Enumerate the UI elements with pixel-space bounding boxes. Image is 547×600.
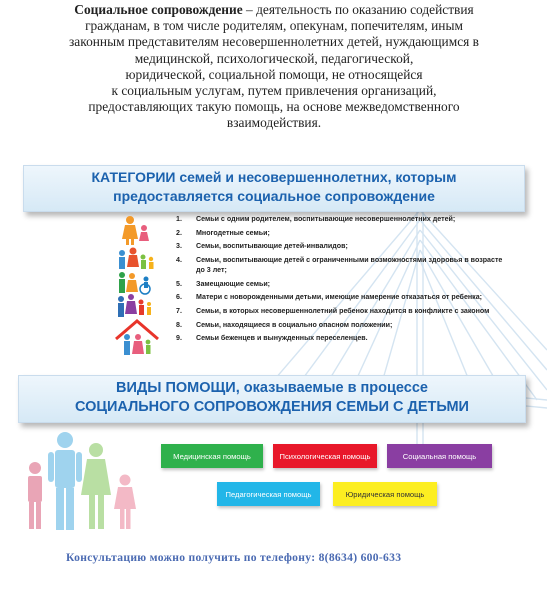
intro-line-3: законным представителям несовершеннолетних детей, нуждающимся в bbox=[69, 34, 479, 50]
pedagogical-help-button[interactable]: Педагогическая помощь bbox=[217, 482, 320, 506]
psychological-help-button[interactable]: Психологическая помощь bbox=[273, 444, 377, 468]
help-banner-line-1: ВИДЫ ПОМОЩИ, оказываемые в процессе bbox=[116, 380, 428, 396]
help-types-banner bbox=[18, 375, 526, 423]
intro-line-5: юридической, социальной помощи, не относящейся bbox=[125, 66, 423, 82]
categories-banner-line-2: предоставляется социальное сопровождение bbox=[113, 188, 435, 204]
list-item bbox=[168, 241, 513, 251]
categories-list bbox=[168, 214, 513, 347]
list-item-number: 1. bbox=[176, 215, 182, 223]
family-illustration bbox=[10, 428, 150, 533]
single-parent-family-icon bbox=[122, 216, 149, 245]
list-item-text: Семьи с одним родителем, воспитывающие несовершеннолетних детей; bbox=[196, 215, 456, 223]
father-figure-icon bbox=[48, 432, 82, 530]
intro-line-1: – деятельность по оказанию содействия bbox=[242, 2, 474, 17]
list-item-number: 7. bbox=[176, 306, 182, 315]
intro-line-2: гражданам, в том числе родителям, опекунам, попечителям, иным bbox=[85, 18, 463, 34]
help-banner-line-2: СОЦИАЛЬНОГО СОПРОВОЖДЕНИЯ СЕМЬИ С ДЕТЬМИ bbox=[75, 399, 469, 415]
categories-banner-line-1: КАТЕГОРИИ семей и несовершеннолетних, которым bbox=[91, 169, 457, 185]
list-item bbox=[168, 306, 513, 316]
list-item bbox=[168, 228, 513, 238]
list-item-number: 9. bbox=[176, 334, 182, 343]
legal-help-button[interactable]: Юридическая помощь bbox=[333, 482, 437, 506]
list-item-text: Семьи, воспитывающие детей-инвалидов; bbox=[196, 242, 348, 251]
disabled-child-family-icon bbox=[119, 272, 150, 294]
list-item-text: Семьи, в которых несовершеннолетний ребенок находится в конфликте с законом bbox=[196, 306, 490, 315]
intro-line-7: предоставляющих такую помощь, на основе межведомственного bbox=[88, 99, 460, 115]
list-item bbox=[168, 292, 513, 302]
intro-paragraph bbox=[40, 2, 508, 132]
contact-phone-text: Консультацию можно получить по телефону: 8(8634) 600-633 bbox=[66, 551, 402, 564]
large-family-icon bbox=[119, 248, 154, 270]
list-item-number: 8. bbox=[176, 320, 182, 329]
list-item-number: 2. bbox=[176, 228, 182, 237]
list-item bbox=[168, 255, 513, 276]
child-figure-icon bbox=[114, 475, 136, 530]
mother-figure-icon bbox=[81, 443, 111, 529]
list-item-text: Семьи, воспитывающие детей с ограниченными возможностями здоровья в возрасте до 3 лет; bbox=[196, 255, 503, 275]
list-item-text: Замещающие семьи; bbox=[196, 279, 271, 288]
medical-help-button[interactable]: Медицинская помощь bbox=[161, 444, 263, 468]
list-item-number: 6. bbox=[176, 293, 182, 302]
intro-line-6: к социальным услугам, путем привлечения организаций, bbox=[111, 83, 437, 99]
small-child-figure-icon bbox=[28, 462, 42, 529]
list-item-number: 4. bbox=[176, 255, 182, 264]
list-item-text: Многодетные семьи; bbox=[196, 228, 270, 237]
list-item-number: 3. bbox=[176, 242, 182, 251]
intro-line-8: взаимодействия. bbox=[226, 115, 322, 131]
foster-family-icon bbox=[118, 294, 151, 317]
list-item bbox=[168, 320, 513, 330]
list-item-text: Семьи, находящиеся в социально опасном положении; bbox=[196, 320, 393, 329]
list-item-number: 5. bbox=[176, 279, 182, 288]
intro-line-4: медицинской, психологической, педагогической, bbox=[134, 50, 414, 66]
list-item bbox=[168, 214, 513, 224]
family-pictograms bbox=[112, 213, 166, 368]
list-item bbox=[168, 279, 513, 289]
house-family-icon bbox=[116, 321, 158, 355]
categories-banner bbox=[23, 165, 525, 212]
list-item bbox=[168, 333, 513, 343]
intro-term: Социальное сопровождение bbox=[74, 2, 243, 17]
list-item-text: Матери с новорожденными детьми, имеющие намерение отказаться от ребенка; bbox=[196, 293, 483, 302]
list-item-text: Семьи беженцев и вынужденных переселенцев. bbox=[196, 334, 368, 343]
social-help-button[interactable]: Социальная помощь bbox=[387, 444, 492, 468]
